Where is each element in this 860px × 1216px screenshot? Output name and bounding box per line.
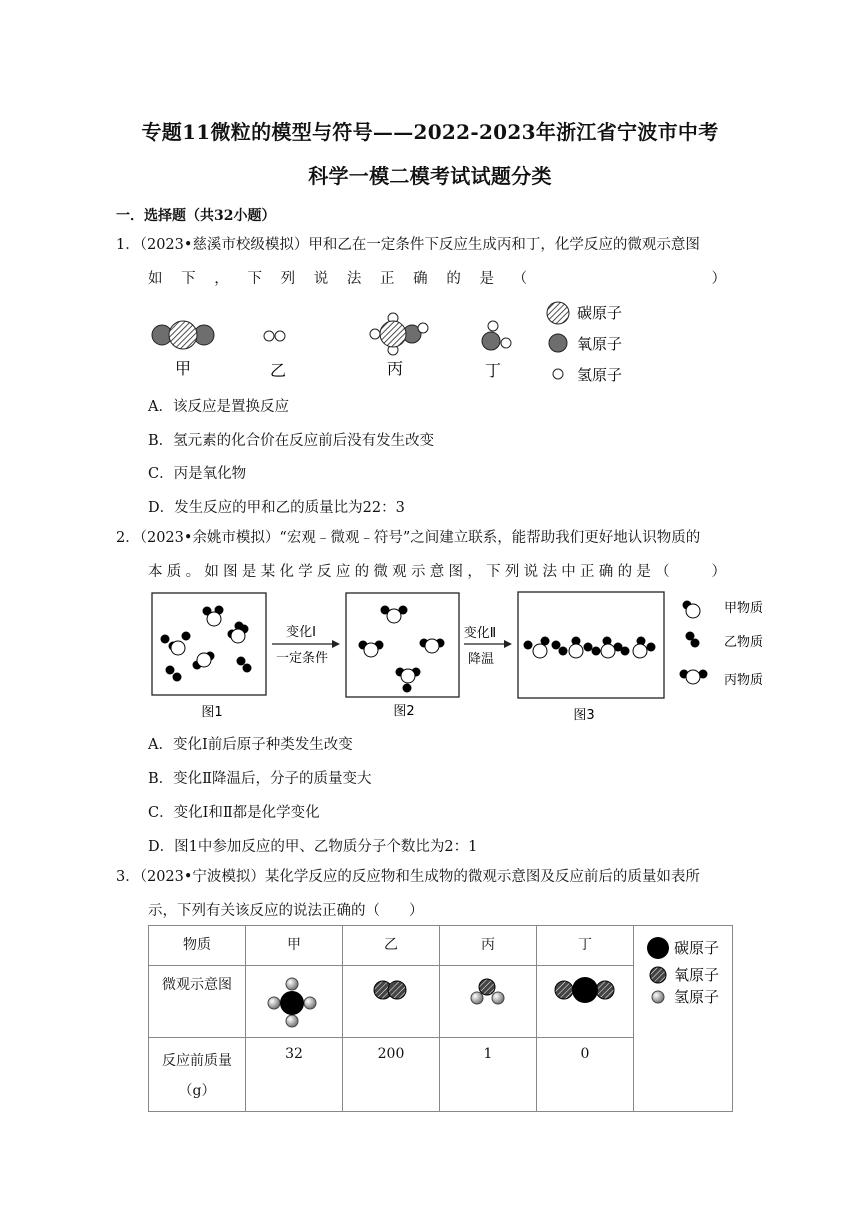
q3-cell-mass-unit: （g） bbox=[178, 1083, 216, 1099]
q3-cell-header-jia: 甲 bbox=[246, 926, 343, 966]
q1-label-bing: 丙 bbox=[386, 359, 404, 378]
q1-molecule-ding bbox=[482, 321, 511, 350]
q2-diagram bbox=[148, 588, 774, 724]
q3-cell-mass-ding: 0 bbox=[537, 1038, 634, 1112]
section-heading: 一．选择题（共32小题） bbox=[116, 208, 276, 224]
q3-cell-mass-label: 反应前质量 （g） bbox=[149, 1038, 246, 1112]
q1-label-jia: 甲 bbox=[174, 359, 192, 378]
q2-fig2-label: 图2 bbox=[393, 704, 415, 719]
q3-cell-diagram-bing bbox=[440, 966, 537, 1038]
q2-stem-line1: 2．（2023•余姚市模拟）“宏观﹣微观﹣符号”之间建立联系，能帮助我们更好地认识物质的 bbox=[116, 530, 701, 546]
q3-cell-diagram-ding bbox=[537, 966, 634, 1038]
q3-cell-header-label: 物质 bbox=[149, 926, 246, 966]
q3-legend-cell bbox=[634, 926, 733, 1112]
q1-diagram bbox=[140, 298, 640, 390]
doc-title-line2: 科学一模二模考试试题分类 bbox=[308, 164, 552, 188]
q2-legend-yi: 乙物质 bbox=[724, 635, 764, 650]
q3-molecule-jia bbox=[264, 974, 324, 1030]
q3-molecule-ding bbox=[550, 974, 620, 1014]
q1-legend bbox=[547, 302, 622, 384]
q3-table bbox=[148, 925, 733, 1112]
q3-cell-header-bing: 丙 bbox=[440, 926, 537, 966]
q2-fig1-label: 图1 bbox=[201, 705, 223, 720]
q1-option-d: D．发生反应的甲和乙的质量比为22：3 bbox=[148, 500, 405, 516]
q1-stem-line2: 如下，下列说法正确的是（ ） bbox=[148, 271, 726, 287]
q3-cell-mass-bing: 1 bbox=[440, 1038, 537, 1112]
q2-option-a: A．变化Ⅰ前后原子种类发生改变 bbox=[148, 737, 353, 753]
q2-arrow2-top: 变化Ⅱ bbox=[463, 626, 497, 641]
q1-legend-carbon: 碳原子 bbox=[577, 304, 623, 322]
q3-table-header-row bbox=[149, 926, 733, 966]
q1-molecule-yi bbox=[264, 331, 285, 341]
q2-stem-line2: 本质。如图是某化学反应的微观示意图，下列说法中正确的是（ ） bbox=[148, 564, 726, 580]
q1-molecule-bing bbox=[370, 313, 428, 355]
q3-cell-mass-yi: 200 bbox=[343, 1038, 440, 1112]
q2-option-c: C．变化Ⅰ和Ⅱ都是化学变化 bbox=[148, 805, 320, 821]
q2-legend bbox=[680, 600, 764, 688]
q2-legend-bing: 丙物质 bbox=[724, 673, 764, 688]
q3-legend-carbon: 碳原子 bbox=[674, 939, 720, 957]
q3-stem-line1: 3．（2023•宁波模拟）某化学反应的反应物和生成物的微观示意图及反应前后的质量如表所 bbox=[116, 869, 700, 885]
q1-legend-oxygen: 氧原子 bbox=[577, 335, 623, 353]
q3-legend-hydrogen: 氢原子 bbox=[674, 988, 720, 1006]
q3-molecule-bing bbox=[458, 974, 518, 1014]
q3-cell-diagram-label: 微观示意图 bbox=[149, 966, 246, 1038]
q1-molecule-jia bbox=[152, 321, 214, 349]
q3-legend-oxygen: 氧原子 bbox=[674, 966, 720, 984]
q3-cell-diagram-jia bbox=[246, 966, 343, 1038]
q3-cell-header-yi: 乙 bbox=[343, 926, 440, 966]
q3-cell-mass-jia: 32 bbox=[246, 1038, 343, 1112]
q1-stem-line1: 1．（2023•慈溪市校级模拟）甲和乙在一定条件下反应生成丙和丁，化学反应的微观示意图 bbox=[116, 237, 700, 253]
q2-fig3-label: 图3 bbox=[573, 708, 595, 723]
q2-arrow2-bottom: 降温 bbox=[467, 652, 495, 667]
q2-arrow1-top: 变化Ⅰ bbox=[286, 625, 316, 640]
q2-option-d: D．图1中参加反应的甲、乙物质分子个数比为2：1 bbox=[148, 839, 478, 855]
q1-option-a: A．该反应是置换反应 bbox=[148, 399, 289, 415]
q3-stem-line2: 示，下列有关该反应的说法正确的（ ） bbox=[148, 903, 424, 919]
q2-arrow1-bottom: 一定条件 bbox=[275, 651, 329, 666]
q1-option-b: B．氢元素的化合价在反应前后没有发生改变 bbox=[148, 433, 435, 449]
q1-legend-hydrogen: 氢原子 bbox=[577, 366, 623, 384]
q1-label-ding: 丁 bbox=[484, 361, 502, 380]
q3-cell-diagram-yi bbox=[343, 966, 440, 1038]
q3-legend bbox=[634, 934, 732, 1014]
q1-option-c: C．丙是氧化物 bbox=[148, 466, 247, 482]
q3-molecule-yi bbox=[361, 974, 421, 1014]
doc-title-line1: 专题11微粒的模型与符号——2022-2023年浙江省宁波市中考 bbox=[141, 120, 719, 144]
q2-option-b: B．变化Ⅱ降温后，分子的质量变大 bbox=[148, 771, 372, 787]
q1-label-yi: 乙 bbox=[269, 361, 287, 380]
q3-cell-header-ding: 丁 bbox=[537, 926, 634, 966]
q2-legend-jia: 甲物质 bbox=[724, 601, 764, 616]
